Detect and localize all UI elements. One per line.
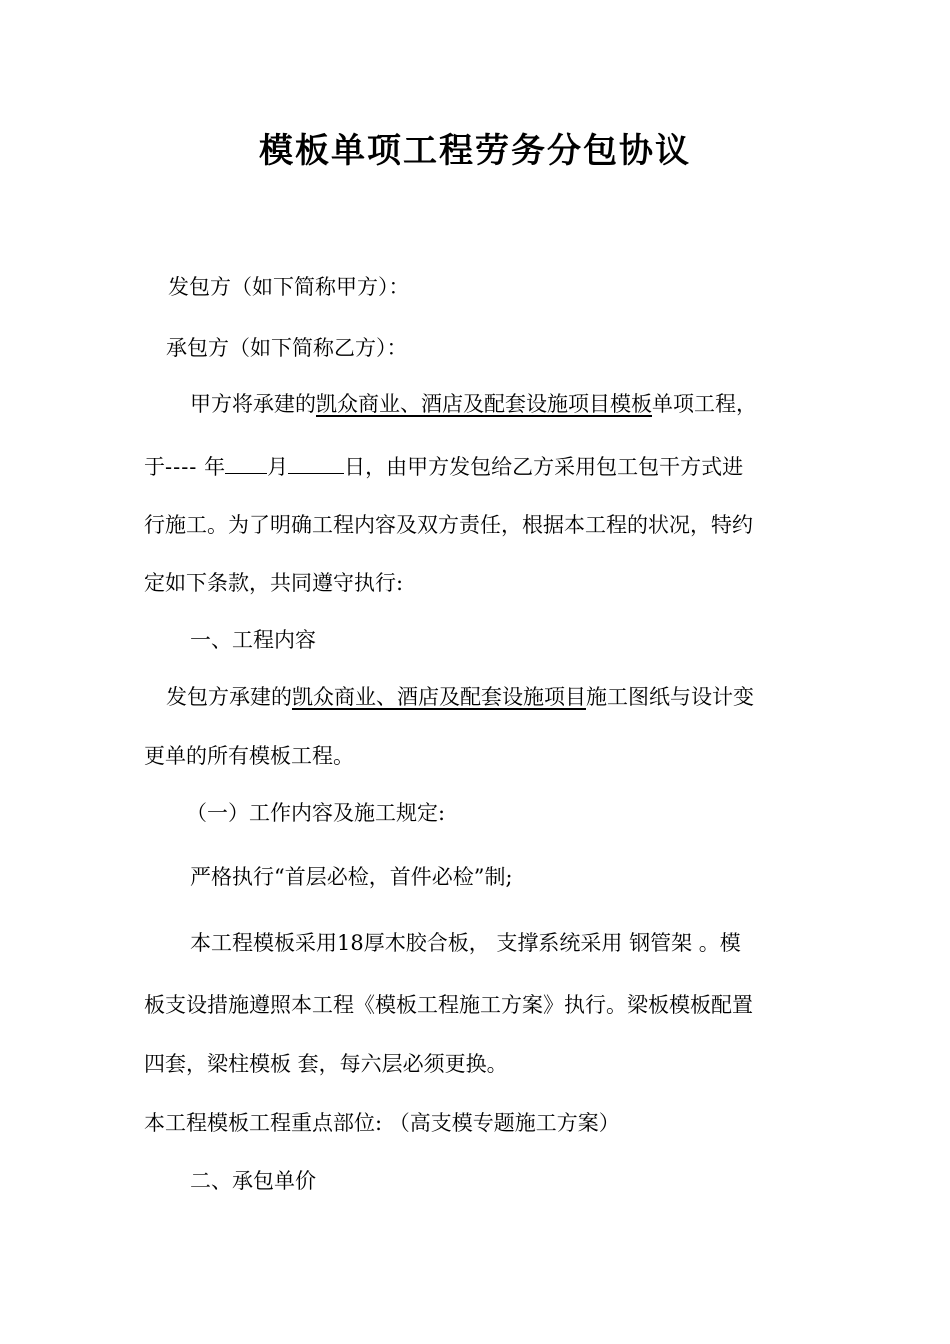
year-label: 年 [197, 455, 226, 479]
party-b-line: 承包方（如下简称乙方）： [166, 336, 408, 360]
month-blank [225, 451, 267, 474]
intro-text: 日，由甲方发包给乙方采用包工包干方式进 [344, 455, 744, 479]
section-1-heading: 一、工程内容 [190, 628, 316, 652]
year-blank-dashes: ---- [165, 455, 198, 479]
formwork-para-line-1: 本工程模板采用18厚木胶合板， 支撑系统采用 钢管架 。模 [190, 931, 741, 955]
project-name-underlined: 凯众商业、酒店及配套设施项目模板 [316, 392, 652, 416]
section-text: 发包方承建的 [166, 685, 292, 709]
intro-line-3: 行施工。为了明确工程内容及双方责任，根据本工程的状况，特约 [144, 513, 753, 537]
intro-line-1 [190, 389, 757, 419]
subsection-1-heading: （一）工作内容及施工规定: [186, 801, 446, 825]
intro-text: 单项工程， [652, 392, 757, 416]
document-title: 模板单项工程劳务分包协议 [259, 131, 691, 171]
project-name-underlined: 凯众商业、酒店及配套设施项目 [292, 685, 586, 709]
formwork-para-line-3: 四套，梁柱模板 套，每六层必须更换。 [144, 1052, 508, 1076]
intro-text: 于 [144, 455, 165, 479]
intro-line-4: 定如下条款，共同遵守执行: [144, 571, 404, 595]
party-a-line: 发包方（如下简称甲方）： [168, 275, 410, 299]
month-label: 月 [267, 455, 289, 479]
key-parts-line: 本工程模板工程重点部位: （高支模专题施工方案） [144, 1111, 620, 1135]
formwork-para-line-2: 板支设措施遵照本工程《模板工程施工方案》执行。梁板模板配置 [144, 993, 753, 1017]
day-blank [288, 451, 344, 474]
section-1-line-1 [166, 682, 754, 712]
intro-line-2 [144, 451, 743, 482]
section-2-heading: 二、承包单价 [190, 1169, 316, 1193]
intro-text: 甲方将承建的 [190, 392, 316, 416]
section-text: 施工图纸与设计变 [586, 685, 754, 709]
section-1-line-2: 更单的所有模板工程。 [144, 744, 354, 768]
rule-first-inspection: 严格执行“首层必检，首件必检”制; [190, 865, 513, 889]
